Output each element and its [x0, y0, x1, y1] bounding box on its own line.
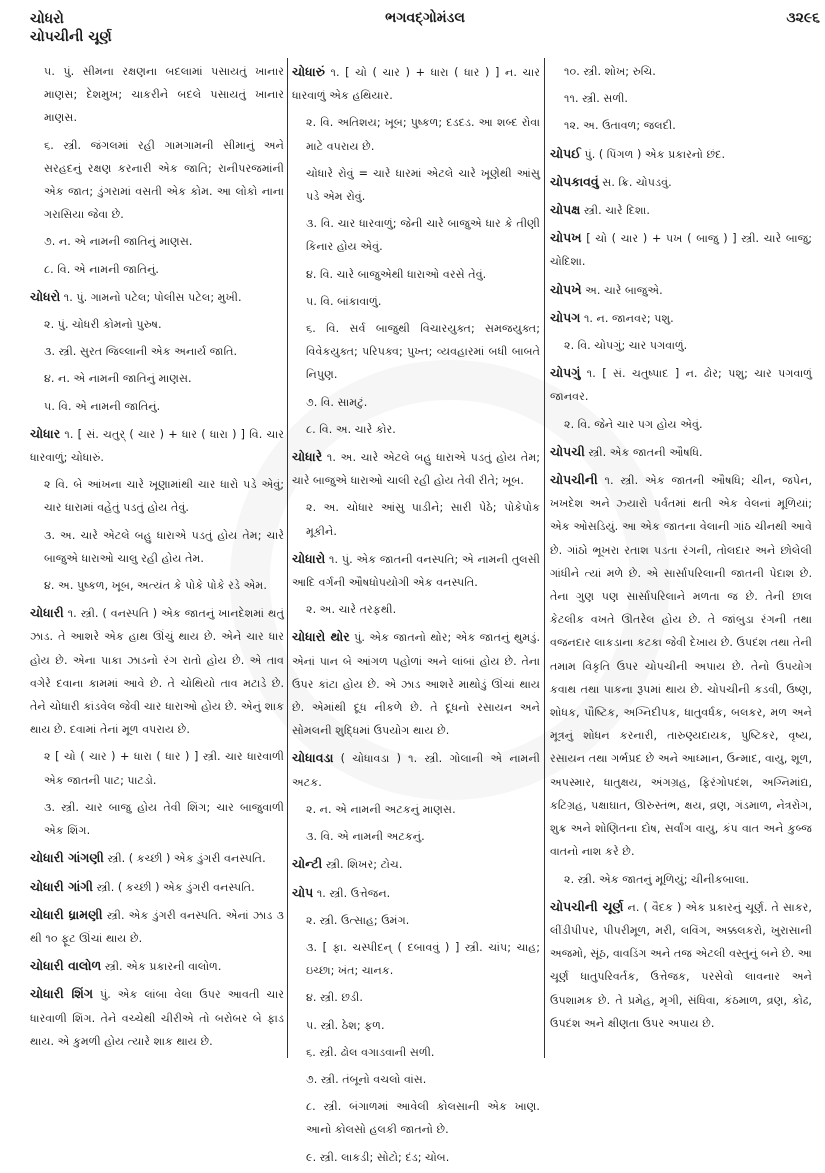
dictionary-entry	[550, 142, 812, 166]
dictionary-entry	[30, 982, 284, 1053]
dictionary-entry	[30, 285, 284, 309]
entry-definition: ૪. સ્ત્રી. છડી.	[306, 991, 363, 1005]
entry-sense	[30, 340, 284, 363]
entry-definition: પું. ( પિંગળ ) એક પ્રકારનો છંદ.	[584, 147, 725, 161]
entry-definition: ૧. સ્ત્રી. ( વનસ્પતિ ) એક જાતનું ખાનદેશમાં થતું ઝાડ. તે આશરે એક હાથ ઊંચું થાય છે. એને ચાર ધાર હોય છે. એના પાકા ઝાડનો રંગ રાતો હોય છે. એ તાવ વગેરે દવાના કામમાં આવે છે. તે ચોથિયો તાવ મટાડે છે. તેને ચોધારી કાંડવેલ જેવી ચાર ધારાઓ હોય છે. એનું શાક થાય છે. દવામાં તેનાં મૂળ વપરાય છે.	[30, 607, 284, 737]
entry-sense	[292, 317, 540, 387]
entry-definition: ૩. સ્ત્રી. ચાર બાજુ હોય તેવી શિંગ; ચાર બાજુવાળી એક શિંગ.	[44, 800, 284, 838]
entry-definition: ૨. સ્ત્રી. ઉત્સાહ; ઉમંગ.	[306, 913, 410, 927]
entry-definition: ૪. વિ. ચારે બાજુએથી ધારાઓ વરસે તેવું.	[306, 267, 487, 281]
column-3	[550, 60, 812, 1039]
entry-sense	[30, 473, 284, 519]
dictionary-entry	[550, 468, 812, 863]
dictionary-entry	[30, 954, 284, 978]
entry-definition: સ્ત્રી. એક ડુંગરી વનસ્પતિ. એનાં ઝાડ ૩ થી ૧૦ ફૂટ ઊંચાં થાય છે.	[30, 908, 284, 945]
entry-definition: ૮. વિ. અ. ચારે કોર.	[306, 422, 396, 436]
entry-definition: સ્ત્રી. ( કચ્છી ) એક ડુંગરી વનસ્પતિ.	[96, 880, 255, 894]
entry-definition: પું. એક લાંબા વેલા ઉપર આવતી ચાર ધારવાળી શિંગ. તેને વચ્ચેથી ચીરીએ તો બરોબર બે ફાડ થાય. એ કુમળી હોય ત્યારે શાક થાય છે.	[30, 988, 284, 1048]
entry-sense	[550, 114, 812, 137]
entry-definition: ૪. અ. પુષ્કળ, ખૂબ, અત્યંત કે પોકે પોકે રડે એમ.	[44, 579, 267, 593]
dictionary-entry	[292, 60, 540, 107]
entry-definition: ન. ( વૈદક ) એક પ્રકારનું ચૂર્ણ. તે સાકર, લીંડીપીપર, પીપરીમૂળ, મરી, લવિંગ, અક્કલકરો, ખુરાસાની અજમો, સૂંઠ, વાવડિંગ અને તજ એટલી વસ્તુનું બને છે. આ ચૂર્ણ ધાતુપરિવર્તક, ઉત્તેજક, પરસેવો લાવનાર અને ઉપશામક છે. તે પ્રમેહ, મૃગી, સંધિવા, કંઠમાળ, વ્રણ, કોઢ, ઉપદંશ અને ક્ષીણતા ઉપર અપાય છે.	[550, 900, 812, 1030]
entry-headword: ચોપચી	[550, 443, 585, 459]
entry-sense	[30, 258, 284, 281]
entry-sense	[292, 496, 540, 542]
entry-headword: ચોધારો	[292, 550, 326, 566]
entry-definition: ૬. સ્ત્રી. ઢોલ વગાડવાની સળી.	[306, 1045, 435, 1059]
entry-headword: ચોધારી ગાંગી	[30, 878, 93, 894]
entry-definition: ૧. [ ચો ( ચાર ) + ધારા ( ધાર ) ] ન. ચાર ધારવાળું એક હથિયાર.	[292, 66, 540, 103]
entry-definition: ( ચોધાવડા ) ૧. સ્ત્રી. ગોલાની એ નામની અટક.	[292, 752, 540, 789]
entry-sense	[30, 745, 284, 791]
entry-headword: ચોપક્ષ	[550, 202, 581, 218]
entry-definition: ૯. સ્ત્રી. લાકડી; સોટો; દંડ; ચોબ.	[306, 1150, 450, 1164]
entry-sense	[550, 413, 812, 436]
entry-definition: ૩. વિ. એ નામની અટકનું.	[306, 830, 425, 844]
dictionary-entry	[292, 547, 540, 594]
entry-headword: ચોપખે	[550, 281, 582, 297]
entry-definition: ૭. સ્ત્રી. તંબૂનો વચલો વાંસ.	[306, 1072, 427, 1086]
entry-definition: ૫. પું. સીમના રક્ષણના બદલામાં પસાયતું ખાનાર માણસ; દેશમુખ; ચાકરીને બદલે પસાયતું ખાનાર માણસ.	[44, 65, 284, 125]
entry-definition: ૧૨. અ. ઉતાવળ; જલદી.	[564, 119, 676, 133]
dictionary-entry	[30, 903, 284, 950]
entry-definition: સ્ત્રી. એક જાતની ઔષધિ.	[588, 445, 703, 459]
entry-headword: ચોપખ	[550, 230, 582, 246]
entry-definition: ૧. સ્ત્રી. ઉત્તેજન.	[316, 886, 391, 900]
entry-headword: ચોધારો થોર	[292, 629, 350, 645]
entry-definition: ૨. અ. ચોધાર આંસુ પાડીને; સારી પેઠે; પોકેપોક મૂકીને.	[306, 501, 540, 538]
dictionary-entry	[30, 875, 284, 899]
entry-sense	[292, 598, 540, 621]
entry-definition: ૧. અ. ચારે એટલે બહુ ધારાએ પડતું હોય તેમ; ચારે બાજુએ ધારાઓ ચાલી રહી હોય તેવી રીતે; ખૂબ.	[292, 451, 540, 488]
dictionary-entry	[292, 445, 540, 492]
entry-definition: ૧૦. સ્ત્રી. શોખ; રુચિ.	[564, 65, 656, 78]
dictionary-entry	[30, 846, 284, 870]
entry-definition: સ્ત્રી. એક પ્રકારની વાલોળ.	[104, 960, 222, 974]
entry-sense	[30, 367, 284, 390]
entry-definition: ૨. વિ. જેને ચાર પગ હોય એવું.	[564, 417, 703, 431]
entry-sense	[292, 825, 540, 848]
entry-definition: ૧. ન. જાનવર; પશુ.	[583, 311, 674, 325]
dictionary-entry	[550, 278, 812, 302]
entry-sense	[292, 798, 540, 821]
entry-definition: ચોધારે રોવું = ચારે ધારમાં એટલે ચારે ખૂણેથી આંસુ પડે એમ રોવું.	[306, 166, 540, 204]
entry-headword: ચોપઈ	[550, 145, 581, 161]
column-2	[292, 60, 540, 1173]
entry-definition: ૮. વિ. એ નામની જાતિનું.	[44, 262, 159, 276]
dictionary-entry	[550, 440, 812, 464]
column-divider	[544, 58, 545, 1058]
entry-definition: ૧. પું. ગામનો પટેલ; પોલીસ પટેલ; મુખી.	[63, 290, 242, 304]
entry-definition: ૩. [ ફા. ચસ્પીદન્ ( દબાવવું ) ] સ્ત્રી. ચાંપ; ચાહ; ઇચ્છા; ખંત; ચાનક.	[306, 940, 540, 978]
dictionary-entry	[550, 226, 812, 273]
entry-sense	[30, 230, 284, 253]
entry-definition: ૫. વિ. એ નામની જાતિનું.	[44, 399, 161, 413]
entry-sense	[292, 1041, 540, 1064]
entry-headword: ચોધારી શિંગ	[30, 986, 94, 1002]
dictionary-entry	[550, 198, 812, 222]
entry-definition: ૧. [ સં. ચતુર્ ( ચાર ) + ધાર ( ધારા ) ] વિ. ચાર ધારવાળું; ચોધારું.	[30, 427, 284, 465]
dictionary-entry	[292, 881, 540, 905]
entry-definition: ૨. સ્ત્રી. એક જાતનું મૂળિયું; ચીનીકબાલા.	[564, 872, 750, 886]
entry-definition: ૨. ન. એ નામની અટકનું માણસ.	[306, 802, 456, 816]
entry-sense	[292, 1014, 540, 1037]
entry-definition: ૨. પું. ચોધરી કોમનો પુરુષ.	[44, 318, 162, 332]
entry-sense	[30, 395, 284, 418]
entry-definition: ૩. અ. ચારે એટલે બહુ ધારાએ પડતું હોય તેમ; ચારે બાજુએ ધારાઓ ચાલુ રહી હોય તેમ.	[44, 528, 284, 565]
entry-definition: ૭. વિ. સામટું.	[306, 395, 368, 409]
dictionary-entry	[292, 852, 540, 876]
dictionary-entry	[292, 746, 540, 793]
entry-sense	[30, 60, 284, 130]
entry-definition: ૨. વિ. ચોપગું; ચાર પગવાળું.	[564, 339, 688, 353]
entry-sense	[550, 87, 812, 110]
entry-sense	[550, 334, 812, 357]
entry-headword: ચોન્ટી	[292, 856, 323, 872]
entry-sense	[292, 909, 540, 932]
entry-sense	[292, 1095, 540, 1141]
page-number: ૩૨૯૬	[786, 10, 820, 26]
entry-definition: સ્ત્રી. ( કચ્છી ) એક ડુંગરી વનસ્પતિ.	[107, 852, 266, 866]
entry-sense	[292, 986, 540, 1009]
entry-definition: ૧. સ્ત્રી. એક જાતની ઔષધિ; ચીન, જપેન, ખખદેશ અને ઝ્યારો પર્વતમાં થતી એક વેલનાં મૂળિયાં; એક ઓસડિયું. આ એક જાતના વેલાની ગાંઠ ચીનથી આવે છે. ગાંઠો ભૂખરા રતાશ પડતા રંગની, તોલદાર અને છોલેલી ગાંધીને ત્યાં મળે છે. એ સાર્સાપરિલાની જાતની પેદાશ છે. તેના ગુણ પણ સાર્સાપરિલાને મળતા જ છે. તેની છાલ કેટલીક વખતે ઊતરેલ હોય છે. તે જાંબુડા રંગની તથા વજનદાર લાકડાના કટકા જેવી દેખાય છે. ઉપદંશ તથા તેની તમામ વિકૃતિ ઉપર ચોપચીની અપાય છે. તેનો ઉપયોગ કવાથ તથા પાકના રૂપમાં થાય છે. ચોપચીની કડવી, ઉષ્ણ, શોધક, પૌષ્ટિક, અગ્નિદીપક, ધાતુવર્ધક, બલકર, મળ અને મૂત્રનું શોધન કરનારી, તારુણ્યદાયક, પુષ્ટિકર, વૃષ્ય, રસાયન તથા ગર્ભપ્રદ છે અને આધ્માન, ઉન્માદ, વાયુ, શૂળ, અપસ્માર, ધાતુક્ષય, અંગગ્રહ, ફિરંગોપદંશ, અગ્નિમાંદ્ય, કટિગ્રહ, પક્ષાઘાત, ઊરુસ્તંભ, ક્ષય, વ્રણ, ગંડમાળ, નેત્રરોગ, શુક્ર અને શોણિતના દોષ, સર્વાંગ વાયુ, કંપ વાત અને કુબ્જ વાતનો નાશ કરે છે.	[550, 474, 813, 859]
dictionary-entry	[30, 601, 284, 741]
entry-definition: ૮. સ્ત્રી. બંગાળમાં આવેલી કોલસાની એક ખાણ. આનો કોલસો હલકી જાતનો છે.	[306, 1100, 540, 1137]
entry-definition: ૨ વિ. બે આંખના ચારે ખૂણામાંથી ચાર ધારો પડે એવું; ચાર ધારામાં વહેતું પડતું હોય તેવું.	[44, 478, 284, 515]
entry-definition: ૨. વિ. અતિશય; ખૂબ; પુષ્કળ; દડદડ. આ શબ્દ રોવા માટે વપરાય છે.	[306, 116, 540, 153]
entry-headword: ચોપકાવવું	[550, 173, 599, 189]
entry-definition: ૨. અ. ચારે તરફથી.	[306, 603, 397, 617]
dictionary-entry	[550, 170, 812, 194]
entry-headword: ચોપચીની	[550, 472, 598, 488]
entry-headword: ચોધારું	[292, 64, 325, 79]
entry-headword: ચોધારી ધ્રામણી	[30, 906, 103, 922]
entry-sense	[30, 313, 284, 336]
entry-definition: સ્ત્રી. ચારે દિશા.	[583, 204, 650, 218]
entry-headword: ચોપચીની ચૂર્ણ	[550, 898, 624, 914]
entry-definition: ૪. ન. એ નામની જાતિનું માણસ.	[44, 372, 192, 386]
entry-headword: ચોધારે	[292, 449, 323, 465]
entry-definition: ૫. વિ. બાંકાવાળું.	[306, 294, 382, 308]
entry-definition: ૧. [ સં. ચતુષ્પાદ ] ન. ઢોર; પશુ; ચાર પગવાળું જાનવર.	[550, 367, 812, 404]
entry-sense	[292, 212, 540, 258]
entry-sense	[550, 60, 812, 83]
entry-sense	[30, 524, 284, 570]
entry-definition: ૩. સ્ત્રી. સુરત જિલ્લાની એક અનાર્ય જાતિ.	[44, 345, 238, 359]
entry-definition: અ. ચારે બાજુએ.	[585, 283, 663, 297]
entry-headword: ચોધારી	[30, 605, 64, 621]
entry-headword: ચોધરો	[30, 288, 61, 304]
column-divider	[287, 58, 288, 1058]
entry-sense	[292, 1146, 540, 1169]
entry-sense	[292, 391, 540, 414]
entry-sense	[30, 134, 284, 227]
entry-definition: સ. ક્રિ. ચોપડવું.	[602, 175, 672, 189]
entry-sense	[550, 868, 812, 891]
page-header	[30, 10, 820, 50]
entry-definition: ૨ [ ચો ( ચાર ) + ધારા ( ધાર ) ] સ્ત્રી. ચાર ધારવાળી એક જાતની પાટ; પાટડો.	[44, 750, 284, 787]
entry-headword: ચોપગું	[550, 365, 581, 381]
entry-sense	[292, 162, 540, 208]
guide-word-top: ચોધરો	[30, 11, 64, 27]
entry-headword: ચોપ	[292, 884, 314, 900]
entry-definition: ૧. પું. એક જાતની વનસ્પતિ; એ નામની તુલસી આદિ વર્ગની ઔષધોપયોગી એક વનસ્પતિ.	[292, 552, 540, 590]
dictionary-entry	[550, 306, 812, 330]
entry-sense	[30, 796, 284, 842]
entry-headword: ચોપગ	[550, 309, 581, 325]
dictionary-entry	[550, 361, 812, 408]
entry-definition: ૫. સ્ત્રી. ઠેશ; ફળ.	[306, 1018, 385, 1032]
entry-sense	[292, 263, 540, 286]
entry-definition: [ ચો ( ચાર ) + પખ ( બાજુ ) ] સ્ત્રી. ચારે બાજુ; ચોદિશા.	[550, 232, 812, 269]
column-1	[30, 60, 284, 1057]
entry-definition: ૭. ન. એ નામની જાતિનું માણસ.	[44, 235, 193, 249]
entry-sense	[292, 418, 540, 441]
entry-definition: ૬. વિ. સર્વ બાજુથી વિચારયુક્ત; સમજયુક્ત; વિવેકયુક્ત; પરિપક્વ; પુખ્ત; વ્યવહારમાં બધી બાબતે નિપુણ.	[306, 322, 540, 382]
guide-word-bottom: ચોપચીની ચૂર્ણ	[30, 29, 112, 45]
entry-sense	[292, 290, 540, 313]
entry-sense	[292, 111, 540, 157]
entry-definition: ૧૧. સ્ત્રી. સળી.	[564, 92, 628, 106]
entry-headword: ચોધારી વાલોળ	[30, 958, 102, 974]
entry-sense	[292, 936, 540, 982]
entry-definition: ૩. વિ. ચાર ધારવાળું; જેની ચારે બાજુએ ધાર કે તીણી કિનાર હોય એવું.	[306, 217, 540, 254]
entry-sense	[30, 574, 284, 597]
entry-headword: ચોધારી ગાંગણી	[30, 850, 104, 866]
dictionary-entry	[550, 895, 812, 1035]
entry-definition: પું. એક જાતનો થોર; એક જાતનું થુમડું. એનાં પાન બે આંગળ પહોળાં અને લાંબાં હોય છે. તેના ઉપર કાંટા હોય છે. એ ઝાડ આશરે માથોડું ઊંચાં થાય છે. એમાંથી દૂધ નીકળે છે. તે દૂધનો રસાયન અને સોમલની શુદ્ધિમાં ઉપયોગ થાય છે.	[292, 631, 540, 738]
entry-definition: ૬. સ્ત્રી. જંગલમાં રહી ગામગામની સીમાનું અને સરહદનું રક્ષણ કરનારી એક જાતિ; રાનીપરજમાંની એક જાત; ડુંગરામાં વસતી એક કોમ. આ લોકો નાના ગરાસિયા જેવા છે.	[44, 138, 284, 222]
entry-headword: ચોધાર	[30, 425, 61, 441]
entry-definition: સ્ત્રી. શિખર; ટોચ.	[325, 858, 403, 872]
page-title: ભગવદ્ગોમંડલ	[385, 10, 465, 26]
dictionary-entry	[30, 422, 284, 469]
dictionary-entry	[292, 625, 540, 742]
entry-headword: ચોધાવડા	[292, 750, 334, 766]
